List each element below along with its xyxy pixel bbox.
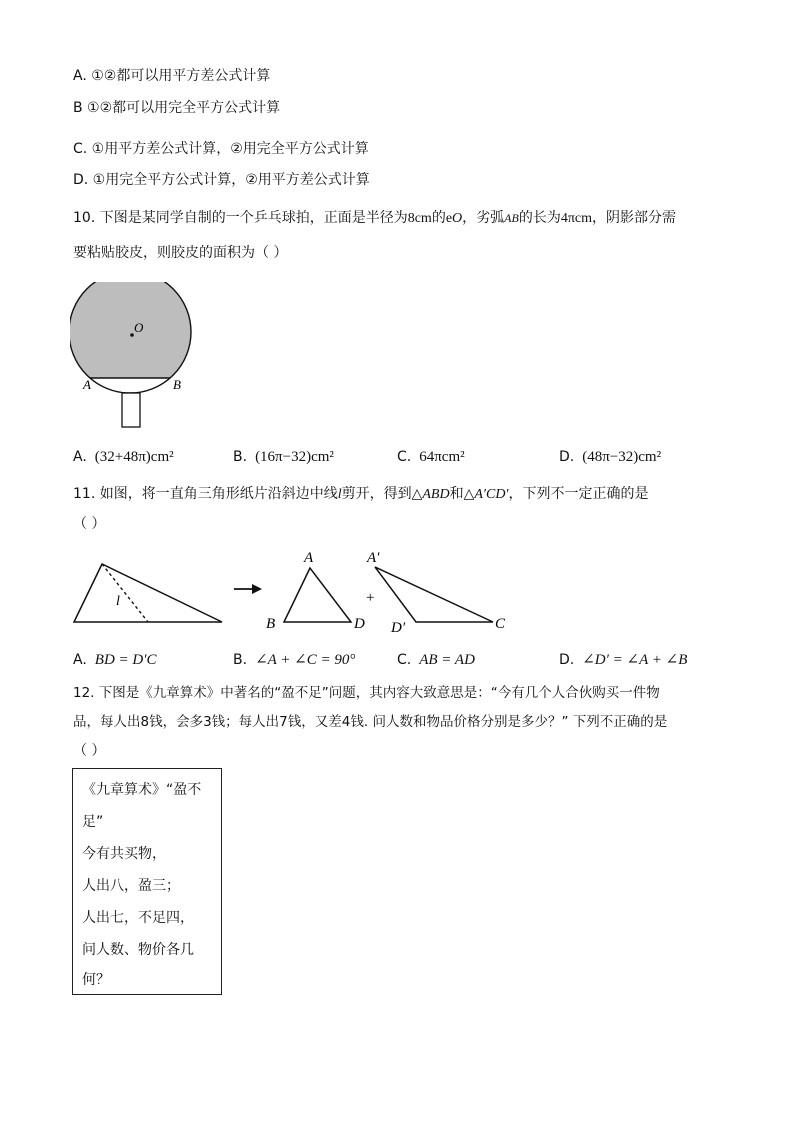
q11-triangle-acd-shape: [375, 567, 493, 622]
q10-shaded-region: [70, 282, 191, 378]
q12-box-line: 足”: [82, 814, 104, 830]
q10-handle: [122, 393, 140, 427]
q11-label-d: D: [354, 616, 365, 632]
q11-plus-sign: +: [366, 590, 375, 606]
q10-stem-line2: 要粘贴胶皮，则胶皮的面积为（ ）: [73, 245, 288, 261]
q12-box-line: 问人数、物价各几: [82, 942, 194, 958]
q10-paddle-figure: [70, 282, 200, 432]
q10-option-c: C. 64πcm²: [397, 449, 465, 465]
q11-triangle-abd: △ABD: [411, 487, 450, 502]
q10-stem-line1: 10. 下图是某同学自制的一个乒乓球拍，正面是半径为8cm的eO，劣弧AB的长为4πcm，阴影部分需: [73, 210, 677, 226]
q10-label-o: O: [134, 320, 144, 335]
q11-triangle-abd-shape: [284, 568, 351, 622]
q10-option-d: D. (48π−32)cm²: [559, 449, 662, 465]
q10-arc-label: AB: [504, 211, 519, 225]
q10-option-a: A. (32+48π)cm²: [73, 449, 174, 465]
q10-circle-symbol: e: [445, 211, 453, 226]
q11-label-d-prime: D′: [391, 620, 406, 636]
q10-label-b: B: [173, 377, 181, 392]
q12-stem-line2: 品，每人出8钱，会多3钱；每人出7钱，又差4钱. 问人数和物品价格分别是多少？” 下列不正确的是: [73, 714, 668, 730]
q11-stem-line1: 11. 如图，将一直角三角形纸片沿斜边中线l剪开，得到△ABD和△A′CD′，下列不一定正确的是: [73, 486, 649, 502]
q11-option-c: C. AB = AD: [397, 652, 475, 668]
q9-option-c: C. ①用平方差公式计算，②用完全平方公式计算: [73, 141, 369, 157]
q11-option-a: A. BD = D′C: [73, 652, 157, 668]
q12-box-line: 今有共买物，: [82, 846, 166, 862]
q11-line-name: l: [337, 487, 342, 502]
q12-box-line: 《九章算术》“盈不: [82, 782, 202, 798]
q10-arc-length: 4πcm: [560, 211, 593, 226]
q12-stem-line3: （ ）: [73, 743, 106, 759]
q12-box-line: 何？: [82, 972, 110, 988]
q10-label-a: A: [83, 377, 91, 392]
q10-option-b: B. (16π−32)cm²: [233, 449, 334, 465]
q11-label-c: C: [495, 616, 506, 632]
q11-stem-line2: （ ）: [73, 516, 106, 532]
q11-original-triangle: [74, 564, 222, 622]
q11-label-a-prime: A′: [367, 550, 380, 566]
q11-label-l: l: [116, 594, 120, 609]
q12-box-line: 人出八，盈三；: [82, 878, 180, 894]
q10-radius: 8cm: [407, 211, 432, 226]
q11-label-b: B: [266, 616, 276, 632]
q11-median-line: [102, 564, 148, 622]
q9-option-b: B ①②都可以用完全平方公式计算: [73, 100, 281, 116]
q11-label-a: A: [304, 550, 314, 566]
q11-option-b: B. ∠A + ∠C = 90°: [233, 652, 356, 668]
q11-triangle-acd: △A′CD′: [463, 487, 509, 502]
q12-stem-line1: 12. 下图是《九章算术》中著名的“盈不足”问题，其内容大致意思是：“今有几个人合伙购买一件物: [73, 685, 660, 701]
q11-arrow-head: [252, 584, 262, 594]
q11-option-d: D. ∠D′ = ∠A + ∠B: [559, 652, 688, 668]
q9-option-a: A. ①②都可以用平方差公式计算: [73, 68, 271, 84]
q12-text-box: [72, 768, 222, 995]
q10-circle-name: O: [452, 211, 463, 226]
q11-figure: [66, 546, 516, 638]
q12-box-line: 人出七，不足四，: [82, 910, 194, 926]
q9-option-d: D. ①用完全平方公式计算，②用平方差公式计算: [73, 172, 370, 188]
